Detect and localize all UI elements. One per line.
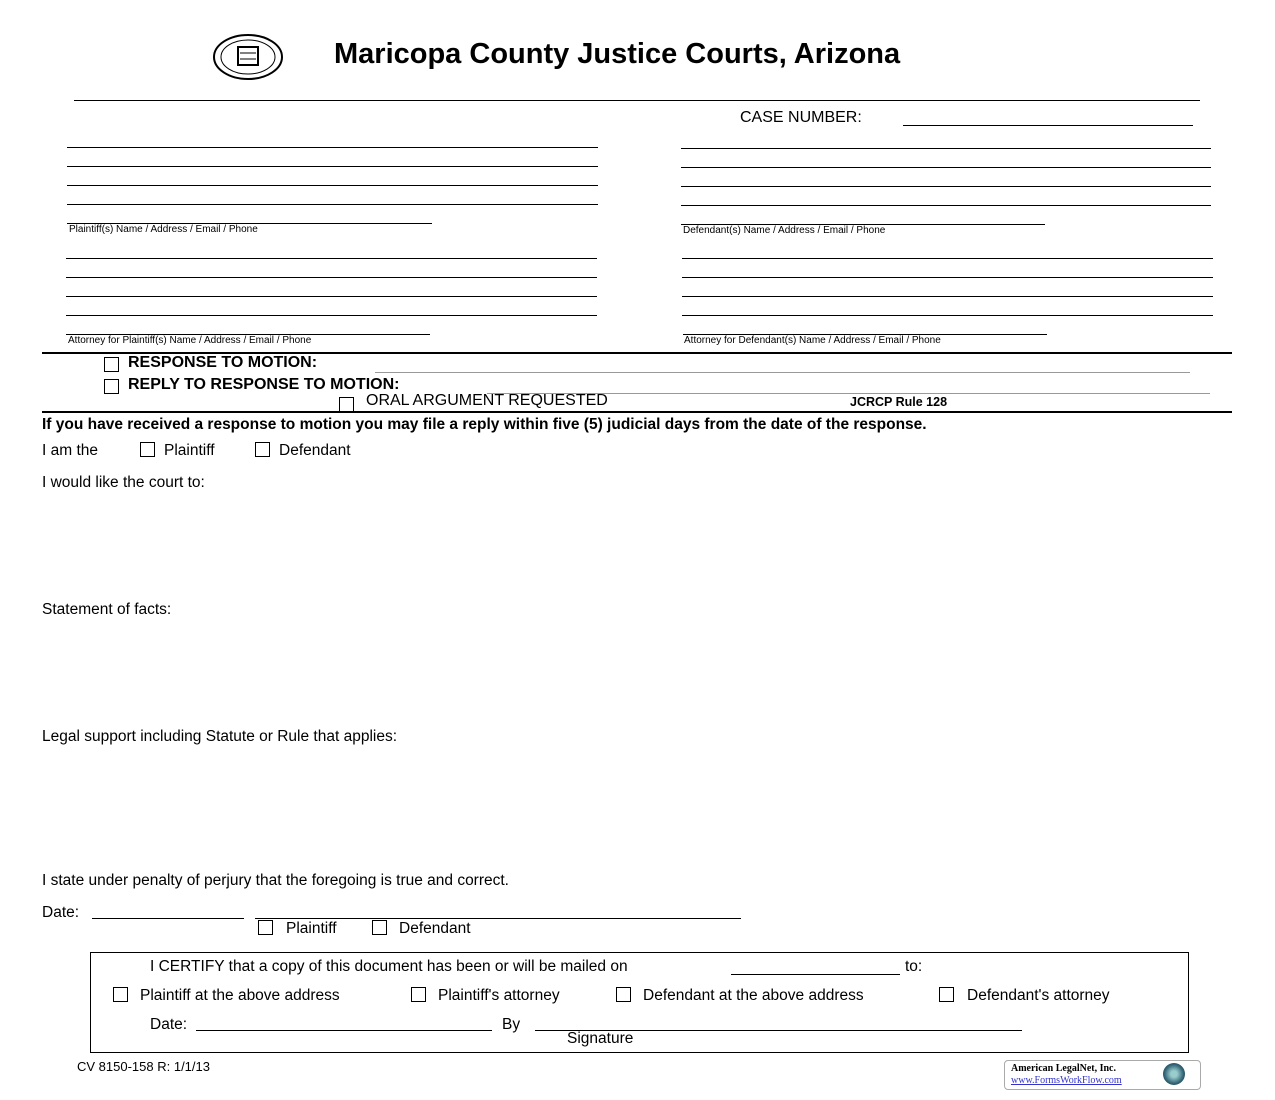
rule-label: JCRCP Rule 128: [850, 395, 948, 409]
mail-plaintiff-label: Plaintiff at the above address: [140, 987, 340, 1004]
defendant-attorney-label: Attorney for Defendant(s) Name / Address / Email / Phone: [684, 335, 941, 346]
mail-defendant-label: Defendant at the above address: [643, 987, 864, 1004]
signer-defendant-checkbox[interactable]: [372, 920, 387, 935]
party-plaintiff-label: Plaintiff: [164, 442, 215, 459]
defendant-line[interactable]: [681, 205, 1211, 206]
plaintiff-line[interactable]: [67, 166, 598, 167]
date-field[interactable]: [92, 918, 244, 919]
defendant-attorney-line[interactable]: [682, 277, 1213, 278]
oral-argument-label: ORAL ARGUMENT REQUESTED: [366, 392, 608, 409]
certify-to: to:: [905, 958, 923, 975]
mailed-date-field[interactable]: [731, 974, 900, 975]
signer-plaintiff-label: Plaintiff: [286, 920, 337, 937]
case-number-field[interactable]: [903, 125, 1193, 126]
signature-label: Signature: [567, 1030, 634, 1047]
plaintiff-attorney-label: Attorney for Plaintiff(s) Name / Address / Email / Phone: [68, 335, 312, 346]
plaintiff-attorney-line[interactable]: [66, 296, 597, 297]
response-to-motion-checkbox[interactable]: [104, 357, 119, 372]
response-line[interactable]: [375, 372, 1190, 373]
plaintiff-attorney-line[interactable]: [66, 315, 597, 316]
county-seal: [212, 33, 282, 79]
oral-argument-checkbox[interactable]: [339, 397, 354, 412]
party-defendant-checkbox[interactable]: [255, 442, 270, 457]
notice-text: If you have received a response to motion you may file a reply within five (5) judicial days from the date of the response.: [42, 416, 927, 433]
response-to-motion-label: RESPONSE TO MOTION:: [128, 354, 318, 371]
defendant-line[interactable]: [681, 186, 1211, 187]
case-number-label: CASE NUMBER:: [740, 109, 862, 126]
defendant-label: Defendant(s) Name / Address / Email / Phone: [683, 225, 886, 236]
i-am-the-label: I am the: [42, 442, 98, 459]
plaintiff-attorney-line[interactable]: [66, 277, 597, 278]
plaintiff-line[interactable]: [67, 204, 598, 205]
perjury-statement: I state under penalty of perjury that the foregoing is true and correct.: [42, 872, 509, 889]
vendor-name: American LegalNet, Inc.: [1011, 1063, 1116, 1074]
plaintiff-attorney-line[interactable]: [66, 258, 597, 259]
plaintiff-label: Plaintiff(s) Name / Address / Email / Phone: [69, 224, 258, 235]
signer-plaintiff-checkbox[interactable]: [258, 920, 273, 935]
date-label: Date:: [42, 904, 80, 921]
party-defendant-label: Defendant: [279, 442, 351, 459]
divider: [42, 411, 1232, 413]
mail-plaintiff-attorney-checkbox[interactable]: [411, 987, 426, 1002]
certify-date-label: Date:: [150, 1016, 188, 1033]
signature-field[interactable]: [255, 918, 741, 919]
globe-icon: [1163, 1063, 1185, 1085]
plaintiff-line[interactable]: [67, 185, 598, 186]
party-plaintiff-checkbox[interactable]: [140, 442, 155, 457]
defendant-attorney-line[interactable]: [682, 296, 1213, 297]
certify-text: I CERTIFY that a copy of this document has been or will be mailed on: [150, 958, 628, 975]
mail-plaintiff-attorney-label: Plaintiff's attorney: [438, 987, 560, 1004]
defendant-attorney-line[interactable]: [682, 258, 1213, 259]
reply-checkbox[interactable]: [104, 379, 119, 394]
certify-date-field[interactable]: [196, 1030, 492, 1031]
plaintiff-line[interactable]: [67, 147, 598, 148]
vendor-link[interactable]: www.FormsWorkFlow.com: [1011, 1075, 1122, 1086]
divider: [74, 100, 1200, 101]
mail-defendant-attorney-label: Defendant's attorney: [967, 987, 1110, 1004]
defendant-line[interactable]: [681, 167, 1211, 168]
vendor-logo: [1004, 1060, 1201, 1090]
by-label: By: [502, 1016, 521, 1033]
mail-plaintiff-checkbox[interactable]: [113, 987, 128, 1002]
defendant-attorney-line[interactable]: [682, 315, 1213, 316]
legal-support-label: Legal support including Statute or Rule that applies:: [42, 728, 398, 745]
facts-label: Statement of facts:: [42, 601, 172, 618]
mail-defendant-attorney-checkbox[interactable]: [939, 987, 954, 1002]
would-like-label: I would like the court to:: [42, 474, 205, 491]
defendant-line[interactable]: [681, 148, 1211, 149]
mail-defendant-checkbox[interactable]: [616, 987, 631, 1002]
page-title: Maricopa County Justice Courts, Arizona: [334, 38, 901, 70]
form-id: CV 8150-158 R: 1/1/13: [77, 1059, 210, 1074]
reply-label: REPLY TO RESPONSE TO MOTION:: [128, 376, 400, 393]
signer-defendant-label: Defendant: [399, 920, 471, 937]
